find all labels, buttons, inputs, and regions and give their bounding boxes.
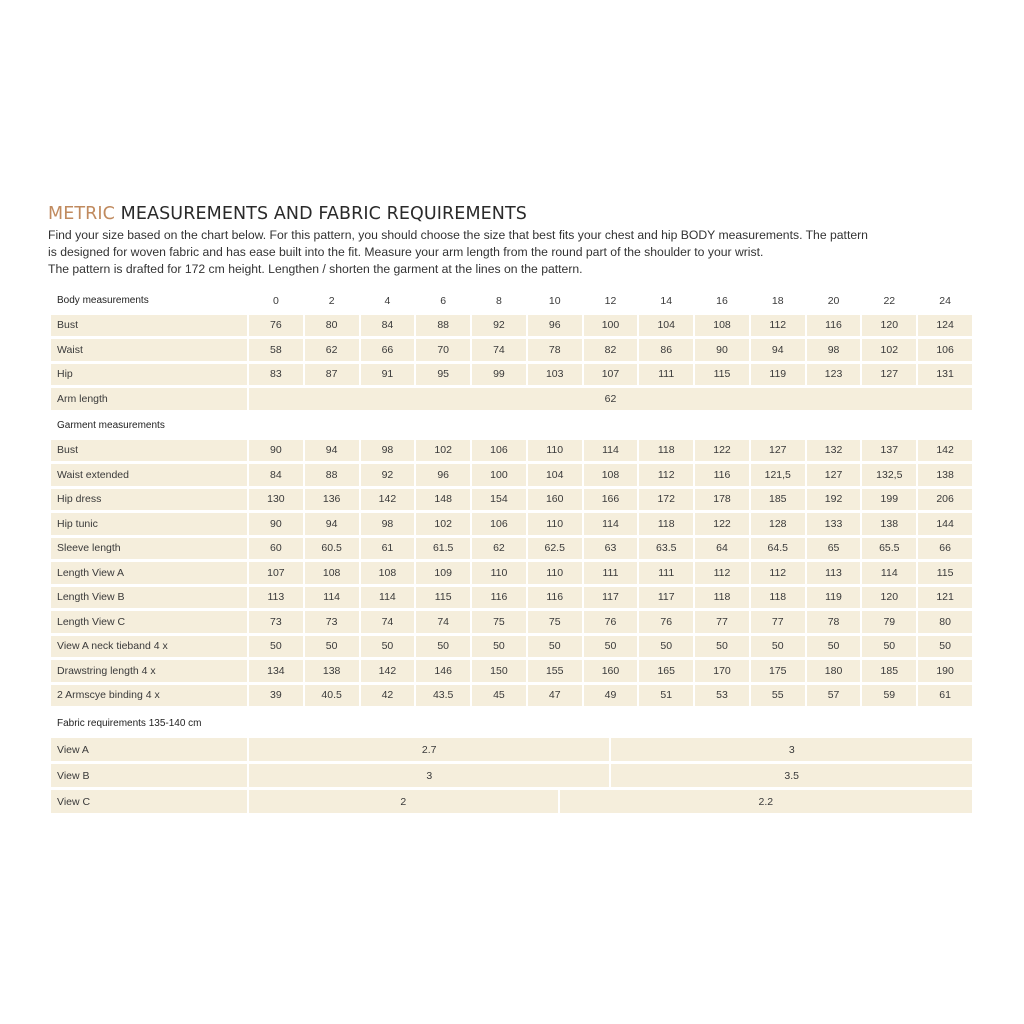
title-rest: MEASUREMENTS AND FABRIC REQUIREMENTS bbox=[115, 204, 527, 224]
table-cell: 123 bbox=[807, 364, 861, 386]
table-cell: 2.2 bbox=[560, 790, 972, 813]
table-cell: 100 bbox=[472, 464, 526, 486]
table-cell: 138 bbox=[305, 660, 359, 682]
table-cell: 130 bbox=[249, 489, 303, 511]
table-cell: 74 bbox=[361, 611, 415, 633]
row-label: View C bbox=[51, 790, 247, 813]
table-cell: 61 bbox=[361, 538, 415, 560]
table-row bbox=[51, 315, 972, 337]
row-label: Sleeve length bbox=[51, 538, 247, 560]
table-row bbox=[51, 660, 972, 682]
table-cell: 108 bbox=[361, 562, 415, 584]
row-label: View B bbox=[51, 764, 247, 787]
table-cell: 112 bbox=[751, 562, 805, 584]
table-cell: 114 bbox=[862, 562, 916, 584]
table-cell: 50 bbox=[361, 636, 415, 658]
size-header-cell: 6 bbox=[440, 294, 447, 307]
table-cell: 133 bbox=[807, 513, 861, 535]
table-cell: 128 bbox=[751, 513, 805, 535]
body-measurements-table bbox=[49, 287, 974, 413]
table-cell: 59 bbox=[862, 685, 916, 707]
table-cell: 83 bbox=[249, 364, 303, 386]
body-measurements-label: Body measurements bbox=[57, 295, 149, 307]
table-cell: 118 bbox=[639, 440, 693, 462]
table-cell: 116 bbox=[807, 315, 861, 337]
table-cell: 137 bbox=[862, 440, 916, 462]
table-cell: 142 bbox=[361, 489, 415, 511]
table-cell: 110 bbox=[528, 562, 582, 584]
table-cell: 117 bbox=[639, 587, 693, 609]
table-cell: 108 bbox=[695, 315, 749, 337]
table-cell: 86 bbox=[639, 339, 693, 361]
table-cell: 51 bbox=[639, 685, 693, 707]
intro-line: Find your size based on the chart below. For this pattern, you should choose the size that best fits your chest and hip BODY measurements. The pattern bbox=[48, 228, 868, 242]
table-cell: 178 bbox=[695, 489, 749, 511]
table-cell: 106 bbox=[472, 513, 526, 535]
fabric-requirements-header bbox=[51, 712, 972, 735]
table-cell: 100 bbox=[584, 315, 638, 337]
size-header-cell: 18 bbox=[771, 294, 784, 307]
table-cell: 76 bbox=[249, 315, 303, 337]
table-cell: 50 bbox=[807, 636, 861, 658]
table-row bbox=[51, 464, 972, 486]
table-cell: 49 bbox=[584, 685, 638, 707]
table-cell: 76 bbox=[584, 611, 638, 633]
table-cell: 60 bbox=[249, 538, 303, 560]
table-cell: 106 bbox=[918, 339, 972, 361]
table-cell: 62 bbox=[249, 388, 972, 410]
table-cell: 42 bbox=[361, 685, 415, 707]
table-cell: 90 bbox=[249, 513, 303, 535]
table-cell: 90 bbox=[249, 440, 303, 462]
table-cell: 79 bbox=[862, 611, 916, 633]
table-cell: 102 bbox=[862, 339, 916, 361]
table-cell: 136 bbox=[305, 489, 359, 511]
table-cell: 110 bbox=[528, 513, 582, 535]
table-cell: 88 bbox=[416, 315, 470, 337]
garment-measurements-label: Garment measurements bbox=[57, 420, 165, 432]
table-cell: 185 bbox=[862, 660, 916, 682]
size-header-cell: 0 bbox=[272, 294, 279, 307]
table-cell: 112 bbox=[695, 562, 749, 584]
table-cell: 111 bbox=[584, 562, 638, 584]
fabric-requirements-table bbox=[49, 709, 974, 816]
table-cell: 180 bbox=[807, 660, 861, 682]
table-row bbox=[51, 685, 972, 707]
table-cell: 92 bbox=[472, 315, 526, 337]
intro-text bbox=[48, 227, 978, 278]
table-cell: 131 bbox=[918, 364, 972, 386]
table-row bbox=[51, 636, 972, 658]
table-cell: 134 bbox=[249, 660, 303, 682]
table-row bbox=[51, 611, 972, 633]
row-label: View A bbox=[51, 738, 247, 761]
table-cell: 91 bbox=[361, 364, 415, 386]
row-label: Length View A bbox=[51, 562, 247, 584]
table-cell: 190 bbox=[918, 660, 972, 682]
table-cell: 108 bbox=[305, 562, 359, 584]
table-cell: 144 bbox=[918, 513, 972, 535]
table-cell: 124 bbox=[918, 315, 972, 337]
table-cell: 47 bbox=[528, 685, 582, 707]
table-cell: 107 bbox=[584, 364, 638, 386]
table-cell: 94 bbox=[305, 440, 359, 462]
table-cell: 160 bbox=[584, 660, 638, 682]
table-cell: 138 bbox=[918, 464, 972, 486]
table-cell: 75 bbox=[472, 611, 526, 633]
table-cell: 185 bbox=[751, 489, 805, 511]
table-cell: 2 bbox=[249, 790, 558, 813]
table-cell: 114 bbox=[584, 440, 638, 462]
table-row bbox=[51, 339, 972, 361]
table-row-arm-length bbox=[51, 388, 972, 410]
table-cell: 110 bbox=[528, 440, 582, 462]
table-cell: 114 bbox=[584, 513, 638, 535]
row-label: Drawstring length 4 x bbox=[51, 660, 247, 682]
table-cell: 120 bbox=[862, 315, 916, 337]
table-cell: 50 bbox=[751, 636, 805, 658]
table-row bbox=[51, 562, 972, 584]
table-cell: 94 bbox=[305, 513, 359, 535]
row-label: Hip bbox=[51, 364, 247, 386]
table-cell: 175 bbox=[751, 660, 805, 682]
size-header-cell: 22 bbox=[883, 294, 896, 307]
table-cell: 62 bbox=[472, 538, 526, 560]
table-cell: 66 bbox=[361, 339, 415, 361]
table-cell: 111 bbox=[639, 364, 693, 386]
row-label: Hip tunic bbox=[51, 513, 247, 535]
table-row bbox=[51, 738, 972, 761]
table-cell: 116 bbox=[695, 464, 749, 486]
size-header-cell: 24 bbox=[939, 294, 951, 307]
table-cell: 118 bbox=[751, 587, 805, 609]
table-cell: 66 bbox=[918, 538, 972, 560]
table-cell: 102 bbox=[416, 513, 470, 535]
table-cell: 138 bbox=[862, 513, 916, 535]
table-cell: 172 bbox=[639, 489, 693, 511]
table-cell: 96 bbox=[416, 464, 470, 486]
table-cell: 50 bbox=[862, 636, 916, 658]
table-cell: 104 bbox=[639, 315, 693, 337]
garment-measurements-header bbox=[51, 415, 972, 437]
table-cell: 112 bbox=[751, 315, 805, 337]
table-cell: 118 bbox=[695, 587, 749, 609]
table-cell: 55 bbox=[751, 685, 805, 707]
table-cell: 58 bbox=[249, 339, 303, 361]
size-header-cell: 12 bbox=[604, 294, 617, 307]
table-cell: 65.5 bbox=[862, 538, 916, 560]
table-cell: 96 bbox=[528, 315, 582, 337]
table-cell: 63.5 bbox=[639, 538, 693, 560]
table-cell: 80 bbox=[305, 315, 359, 337]
table-cell: 50 bbox=[639, 636, 693, 658]
table-cell: 73 bbox=[249, 611, 303, 633]
table-cell: 84 bbox=[249, 464, 303, 486]
table-cell: 45 bbox=[472, 685, 526, 707]
table-cell: 95 bbox=[416, 364, 470, 386]
table-cell: 98 bbox=[807, 339, 861, 361]
table-cell: 107 bbox=[249, 562, 303, 584]
table-cell: 92 bbox=[361, 464, 415, 486]
table-cell: 87 bbox=[305, 364, 359, 386]
table-cell: 146 bbox=[416, 660, 470, 682]
row-label: View A neck tieband 4 x bbox=[51, 636, 247, 658]
table-cell: 65 bbox=[807, 538, 861, 560]
fabric-requirements-label: Fabric requirements 135-140 cm bbox=[57, 718, 202, 729]
table-cell: 78 bbox=[528, 339, 582, 361]
row-label: Bust bbox=[51, 315, 247, 337]
table-cell: 148 bbox=[416, 489, 470, 511]
table-cell: 160 bbox=[528, 489, 582, 511]
table-cell: 127 bbox=[807, 464, 861, 486]
table-cell: 53 bbox=[695, 685, 749, 707]
table-cell: 64.5 bbox=[751, 538, 805, 560]
table-cell: 119 bbox=[751, 364, 805, 386]
body-measurements-header bbox=[51, 290, 972, 312]
table-cell: 43.5 bbox=[416, 685, 470, 707]
table-cell: 111 bbox=[639, 562, 693, 584]
table-cell: 70 bbox=[416, 339, 470, 361]
table-row bbox=[51, 489, 972, 511]
table-cell: 82 bbox=[584, 339, 638, 361]
table-cell: 114 bbox=[361, 587, 415, 609]
table-cell: 50 bbox=[305, 636, 359, 658]
table-cell: 75 bbox=[528, 611, 582, 633]
table-cell: 127 bbox=[751, 440, 805, 462]
table-cell: 98 bbox=[361, 513, 415, 535]
table-cell: 62 bbox=[305, 339, 359, 361]
intro-line: is designed for woven fabric and has ease built into the fit. Measure your arm length from the round part of the shoulder to your wrist. bbox=[48, 245, 764, 259]
table-cell: 88 bbox=[305, 464, 359, 486]
row-label: Length View B bbox=[51, 587, 247, 609]
table-cell: 3 bbox=[611, 738, 972, 761]
size-header-cell: 16 bbox=[716, 294, 728, 307]
table-row bbox=[51, 364, 972, 386]
table-cell: 50 bbox=[918, 636, 972, 658]
table-cell: 61 bbox=[918, 685, 972, 707]
table-cell: 94 bbox=[751, 339, 805, 361]
table-cell: 64 bbox=[695, 538, 749, 560]
table-cell: 106 bbox=[472, 440, 526, 462]
table-cell: 63 bbox=[584, 538, 638, 560]
table-cell: 39 bbox=[249, 685, 303, 707]
table-cell: 98 bbox=[361, 440, 415, 462]
page-title bbox=[48, 204, 527, 224]
table-cell: 50 bbox=[249, 636, 303, 658]
table-cell: 60.5 bbox=[305, 538, 359, 560]
table-row bbox=[51, 440, 972, 462]
table-cell: 142 bbox=[918, 440, 972, 462]
table-cell: 166 bbox=[584, 489, 638, 511]
size-header-cell: 4 bbox=[384, 294, 391, 307]
table-cell: 50 bbox=[472, 636, 526, 658]
table-cell: 102 bbox=[416, 440, 470, 462]
table-cell: 112 bbox=[639, 464, 693, 486]
table-cell: 90 bbox=[695, 339, 749, 361]
table-cell: 117 bbox=[584, 587, 638, 609]
size-header-cell: 8 bbox=[496, 294, 502, 307]
table-cell: 121,5 bbox=[751, 464, 805, 486]
table-cell: 103 bbox=[528, 364, 582, 386]
table-cell: 50 bbox=[584, 636, 638, 658]
size-header-cell: 10 bbox=[548, 294, 561, 307]
table-cell: 50 bbox=[695, 636, 749, 658]
table-cell: 110 bbox=[472, 562, 526, 584]
table-cell: 192 bbox=[807, 489, 861, 511]
size-header-cell: 20 bbox=[827, 294, 840, 307]
table-cell: 3 bbox=[249, 764, 609, 787]
table-cell: 73 bbox=[305, 611, 359, 633]
table-cell: 74 bbox=[416, 611, 470, 633]
table-row bbox=[51, 764, 972, 787]
table-cell: 114 bbox=[305, 587, 359, 609]
table-row bbox=[51, 538, 972, 560]
table-cell: 74 bbox=[472, 339, 526, 361]
table-cell: 50 bbox=[416, 636, 470, 658]
row-label: Length View C bbox=[51, 611, 247, 633]
garment-measurements-table bbox=[49, 412, 974, 709]
table-cell: 84 bbox=[361, 315, 415, 337]
table-cell: 116 bbox=[472, 587, 526, 609]
table-cell: 61.5 bbox=[416, 538, 470, 560]
table-cell: 116 bbox=[528, 587, 582, 609]
table-cell: 62.5 bbox=[528, 538, 582, 560]
title-accent: METRIC bbox=[48, 204, 115, 224]
table-cell: 77 bbox=[695, 611, 749, 633]
table-cell: 104 bbox=[528, 464, 582, 486]
table-cell: 127 bbox=[862, 364, 916, 386]
table-cell: 154 bbox=[472, 489, 526, 511]
table-cell: 170 bbox=[695, 660, 749, 682]
table-cell: 80 bbox=[918, 611, 972, 633]
table-cell: 109 bbox=[416, 562, 470, 584]
table-cell: 40.5 bbox=[305, 685, 359, 707]
table-cell: 118 bbox=[639, 513, 693, 535]
table-cell: 132 bbox=[807, 440, 861, 462]
table-cell: 122 bbox=[695, 440, 749, 462]
size-header-cell: 14 bbox=[660, 294, 673, 307]
table-cell: 206 bbox=[918, 489, 972, 511]
table-row bbox=[51, 513, 972, 535]
intro-line: The pattern is drafted for 172 cm height. Lengthen / shorten the garment at the lines on the pattern. bbox=[48, 262, 583, 276]
table-row bbox=[51, 790, 972, 813]
row-label: Waist extended bbox=[51, 464, 247, 486]
row-label: Bust bbox=[51, 440, 247, 462]
table-cell: 99 bbox=[472, 364, 526, 386]
table-cell: 119 bbox=[807, 587, 861, 609]
table-cell: 115 bbox=[416, 587, 470, 609]
table-cell: 77 bbox=[751, 611, 805, 633]
table-cell: 108 bbox=[584, 464, 638, 486]
table-cell: 150 bbox=[472, 660, 526, 682]
table-cell: 165 bbox=[639, 660, 693, 682]
table-cell: 122 bbox=[695, 513, 749, 535]
table-cell: 142 bbox=[361, 660, 415, 682]
table-cell: 120 bbox=[862, 587, 916, 609]
row-label: Waist bbox=[51, 339, 247, 361]
row-label: Hip dress bbox=[51, 489, 247, 511]
table-cell: 115 bbox=[918, 562, 972, 584]
table-cell: 113 bbox=[807, 562, 861, 584]
table-cell: 57 bbox=[807, 685, 861, 707]
table-cell: 3.5 bbox=[611, 764, 972, 787]
table-cell: 2.7 bbox=[249, 738, 609, 761]
table-row bbox=[51, 587, 972, 609]
row-label: 2 Armscye binding 4 x bbox=[51, 685, 247, 707]
table-cell: 121 bbox=[918, 587, 972, 609]
table-cell: 115 bbox=[695, 364, 749, 386]
table-cell: 155 bbox=[528, 660, 582, 682]
table-cell: 199 bbox=[862, 489, 916, 511]
size-header-cell: 2 bbox=[328, 294, 335, 307]
table-cell: 132,5 bbox=[862, 464, 916, 486]
table-cell: 113 bbox=[249, 587, 303, 609]
row-label: Arm length bbox=[51, 388, 247, 410]
table-cell: 76 bbox=[639, 611, 693, 633]
table-cell: 50 bbox=[528, 636, 582, 658]
table-cell: 78 bbox=[807, 611, 861, 633]
